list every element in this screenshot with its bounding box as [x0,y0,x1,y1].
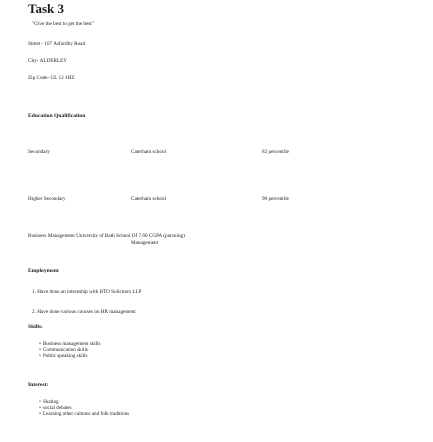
education-business-line1: Business Management University of Bath School Of 7.60 CGPA (pursuing) [28,233,185,239]
education-school: Caterham school [131,149,167,155]
page-title: Task 3 [28,1,65,16]
education-score: 82 percentile [262,149,289,155]
interest-heading: Interest: [28,382,49,388]
employment-heading: Employment [28,268,59,274]
bullet-icon: • [39,347,41,353]
skills-heading: Skills: [28,324,43,330]
education-level: Higher Secondary [28,196,66,202]
employment-item: 1. Have done an internship with BTO Solicitors LLP [32,289,142,295]
address-street: Street - 107 Asfordby Road [28,41,86,47]
list-item: • Skating [37,399,129,405]
education-business-line2: Management [131,240,159,246]
bullet-icon: • [39,411,41,417]
bullet-icon: • [39,399,41,405]
list-item: • social debates [37,405,129,411]
education-level: Secondary [28,149,50,155]
bullet-icon: • [39,353,41,359]
skills-list [37,341,100,359]
employment-item: 2. Have done various courses on HR management [32,309,136,315]
education-heading: Education Qualification [28,113,86,119]
list-item: • Public speaking skills [37,353,100,359]
education-score: 90 percentile [262,196,289,202]
motto: "Give the best to get the best" [32,21,94,27]
interest-list [37,399,129,417]
address-city: City- ALDERLEY [28,58,68,64]
bullet-icon: • [39,405,41,411]
education-school: Caterham school [131,196,167,202]
list-item: • Business management skills [37,341,100,347]
list-item: • Learning other cultures and folk traditions [37,411,129,417]
list-item: • Communication skills [37,347,100,353]
bullet-icon: • [39,341,41,347]
address-zip: Zip Code- GL 12 1HZ [28,75,75,81]
